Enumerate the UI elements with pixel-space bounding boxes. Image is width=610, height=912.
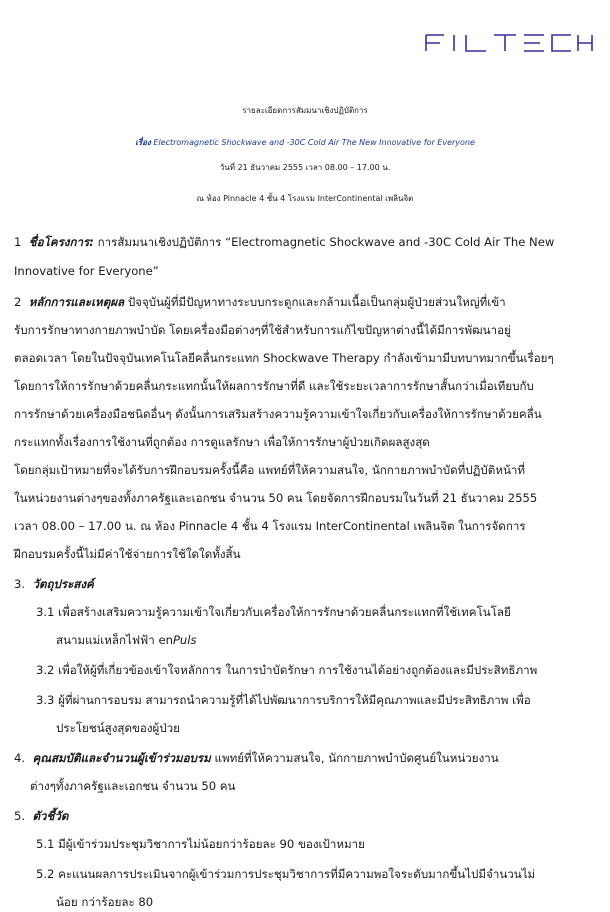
section-2-line: รับการรักษาทางกายภาพบำบัด โดยเครื่องมือต่างๆที่ใช้สำหรับการแก้ไขปัญหาต่างนี้ได้มีการพัฒนาอยู่ (14, 323, 511, 337)
item-5-1-text: มีผู้เข้าร่วมประชุมวิชาการไม่น้อยกว่าร้อยละ 90 ของเป้าหมาย (58, 837, 365, 851)
filtech-logo-icon (424, 34, 594, 52)
item-3-3-text: ผู้ที่ผ่านการอบรม สามารถนำความรู้ที่ได้ไปพัฒนาการบริการให้มีคุณภาพและมีประสิทธิภาพ เพื่อ (58, 693, 531, 707)
section-4-text: แพทย์ที่ให้ความสนใจ, นักกายภาพบำบัดศูนย์ในหน่วยงาน (214, 751, 499, 765)
item-5-1-line-1 (36, 836, 365, 854)
section-1-label: ชื่อโครงการ: (28, 235, 94, 249)
subject-line (0, 136, 610, 149)
item-3-1-number: 3.1 (36, 605, 55, 619)
section-3-label: วัตถุประสงค์ (32, 577, 94, 591)
section-4-number: 4. (14, 751, 26, 765)
venue-line: ณ ห้อง Pinnacle 4 ชั้น 4 โรงแรม InterContinental เพลินจิต (196, 194, 414, 203)
section-2-line: โดยกลุ่มเป้าหมายที่จะได้รับการฝึกอบรมครั้งนี้คือ แพทย์ที่ให้ความสนใจ, นักกายภาพบำบัดที่ปฏิบัติหน้าที่ (14, 463, 526, 477)
section-4-line-1 (14, 750, 499, 768)
section-2-number: 2 (14, 295, 22, 309)
section-5-heading (14, 808, 68, 826)
section-2-line-1 (14, 294, 506, 312)
section-2-label: หลักการและเหตุผล (28, 295, 125, 309)
section-4-line-2: ต่างๆทั้งภาครัฐและเอกชน จำนวน 50 คน (30, 779, 236, 793)
section-2-line: โดยการให้การรักษาด้วยคลื่นกระแทกนั้นให้ผลการรักษาที่ดี และใช้ระยะเวลาการรักษาสั้นกว่าเมื่อเทียบกับ (14, 379, 534, 393)
section-2-line: ฝึกอบรมครั้งนี้ไม่มีค่าใช้จ่ายการใช้ใดใดทั้งสิ้น (14, 547, 241, 561)
section-1-number: 1 (14, 235, 22, 249)
filtech-logo (424, 34, 594, 52)
item-5-2-line-2: น้อย กว่าร้อยละ 80 (56, 895, 154, 909)
section-2-line: เวลา 08.00 – 17.00 น. ณ ห้อง Pinnacle 4 ชั้น 4 โรงแรม InterContinental เพลินจิต ในการจัดการ (14, 519, 526, 533)
item-5-1-number: 5.1 (36, 837, 55, 851)
item-3-1-text: เพื่อสร้างเสริมความรู้ความเข้าใจเกี่ยวกับเครื่องให้การรักษาด้วยคลื่นกระแทกที่ใช้เทคโนโลยี (58, 605, 511, 619)
subject-title: Electromagnetic Shockwave and -30C Cold Air The New Innovative for Everyone (153, 138, 475, 147)
item-3-1-text-2: สนามแม่เหล็กไฟฟ้า en (56, 633, 173, 647)
item-5-2-text: คะแนนผลการประเมินจากผู้เข้าร่วมการประชุมวิชาการที่มีความพอใจระดับมากขึ้นไปมีจำนวนไม่ (58, 867, 536, 881)
section-2-text: ปัจจุบันผู้ที่มีปัญหาทางระบบกระดูกและกล้ามเนื้อเป็นกลุ่มผู้ป่วยส่วนใหญ่ที่เข้า (127, 295, 506, 309)
item-3-2-line-1 (36, 662, 537, 680)
subject-label: เรื่อง (135, 138, 151, 147)
section-1-line-1 (14, 234, 554, 252)
section-4-label: คุณสมบัติและจำนวนผู้เข้าร่วมอบรม (32, 751, 211, 765)
item-3-2-text: เพื่อให้ผู้ที่เกี่ยวข้องเข้าใจหลักการ ในการบำบัดรักษา การใช้งานได้อย่างถูกต้องและมีประสิทธิภาพ (58, 663, 538, 677)
item-3-3-number: 3.3 (36, 693, 55, 707)
section-5-number: 5. (14, 809, 26, 823)
section-3-number: 3. (14, 577, 26, 591)
item-5-2-line-1 (36, 866, 535, 884)
item-3-3-line-1 (36, 692, 531, 710)
section-1-line-2: Innovative for Everyone” (14, 264, 159, 278)
item-3-1-line-2 (56, 632, 197, 650)
section-5-label: ตัวชี้วัด (32, 809, 69, 823)
item-3-3-line-2: ประโยชน์สูงสุดของผู้ป่วย (56, 721, 180, 735)
section-2-line: ตลอดเวลา โดยในปัจจุบันเทคโนโลยีคลื่นกระแทก Shockwave Therapy กำลังเข้ามามีบทบาทมากขึ้นเรื่อยๆ (14, 351, 554, 365)
item-5-2-number: 5.2 (36, 867, 55, 881)
item-3-1-line-1 (36, 604, 511, 622)
section-1-text: การสัมมนาเชิงปฏิบัติการ “Electromagnetic Shockwave and -30C Cold Air The New (97, 235, 555, 249)
section-2-line: กระแทกทั้งเรื่องการใช้งานที่ถูกต้อง การดูแลรักษา เพื่อให้การรักษาผู้ป่วยเกิดผลสูงสุด (14, 435, 430, 449)
section-2-line: การรักษาด้วยเครื่องมือชนิดอื่นๆ ดังนั้นการเสริมสร้างความรู้ความเข้าใจเกี่ยวกับเครื่องให้การรักษาด้วยคลื่น (14, 407, 542, 421)
date-line: วันที่ 21 ธันวาคม 2555 เวลา 08.00 – 17.00 น. (219, 163, 391, 172)
document-heading: รายละเอียดการสัมมนาเชิงปฏิบัติการ (242, 106, 368, 115)
section-2-line: ในหน่วยงานต่างๆของทั้งภาครัฐและเอกชน จำนวน 50 คน โดยจัดการฝึกอบรมในวันที่ 21 ธันวาคม 2555 (14, 491, 538, 505)
section-3-heading (14, 576, 94, 594)
item-3-2-number: 3.2 (36, 663, 55, 677)
item-3-1-brand: Puls (172, 633, 197, 647)
